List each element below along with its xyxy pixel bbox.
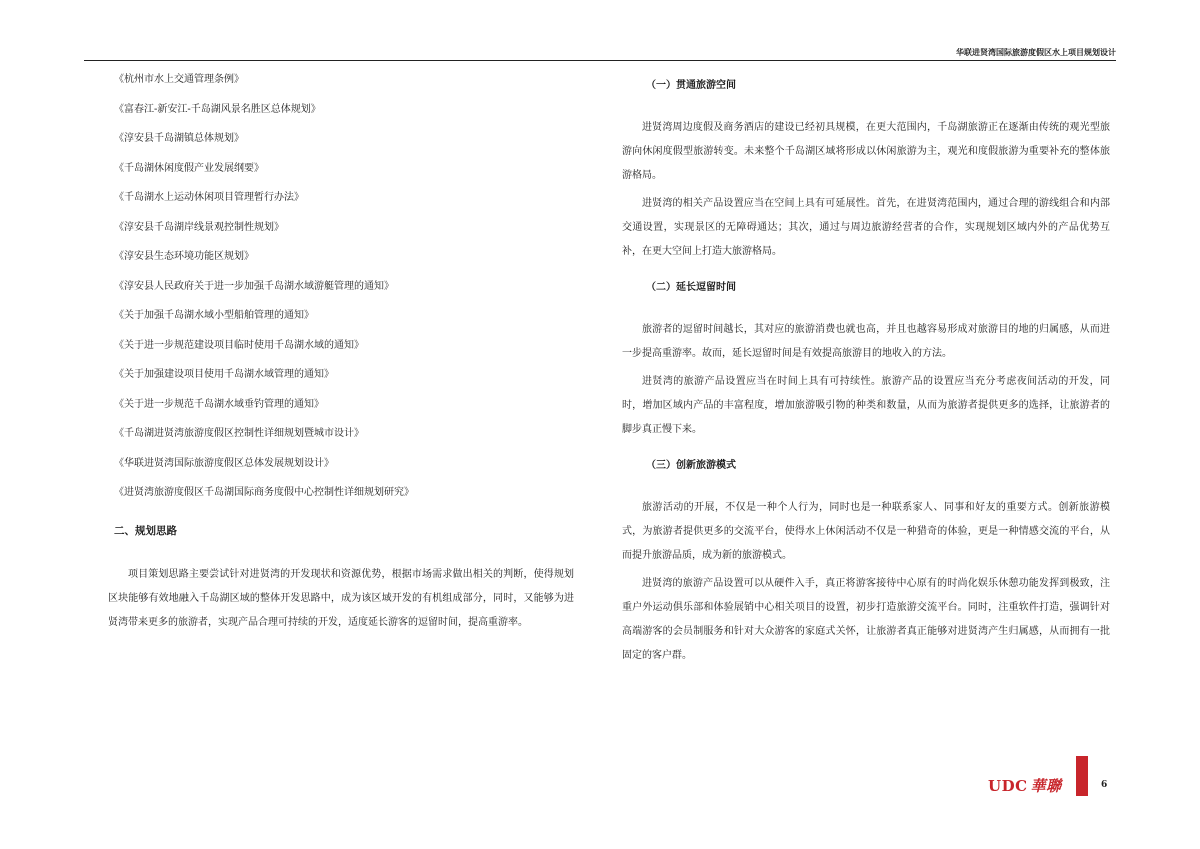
logo-chinese-text: 華聯 — [1030, 777, 1062, 795]
subsection-heading-2: （二）延长逗留时间 — [646, 282, 736, 293]
subsection-1-paragraph-2: 进贤湾的相关产品设置应当在空间上具有可延展性。首先，在进贤湾范围内，通过合理的游线组合和内部交通设置，实现景区的无障碍通达；其次，通过与周边旅游经营者的合作，实现规划区域内外的产品优势互补，在更大空间上打造大旅游格局。 — [622, 198, 1110, 257]
subsection-heading-3: （三）创新旅游模式 — [646, 460, 736, 471]
reference-list — [114, 74, 584, 517]
section-heading-planning-approach: 二、规划思路 — [114, 524, 177, 537]
udc-logo — [988, 775, 1062, 796]
reference-item: 《关于加强千岛湖水域小型船舶管理的通知》 — [114, 310, 314, 321]
reference-item: 《杭州市水上交通管理条例》 — [114, 74, 244, 85]
reference-item: 《关于加强建设项目使用千岛湖水域管理的通知》 — [114, 369, 334, 380]
subsection-2-paragraph-1: 旅游者的逗留时间越长，其对应的旅游消费也就也高，并且也越容易形成对旅游目的地的归属感，从而进一步提高重游率。故而，延长逗留时间是有效提高旅游目的地收入的方法。 — [622, 324, 1110, 359]
reference-item: 《千岛湖水上运动休闲项目管理暂行办法》 — [114, 192, 304, 203]
header-title: 华联进贤湾国际旅游度假区水上项目规划设计 — [956, 47, 1116, 57]
subsection-1-paragraph-1: 进贤湾周边度假及商务酒店的建设已经初具规模，在更大范围内，千岛湖旅游正在逐渐由传统的观光型旅游向休闲度假型旅游转变。未来整个千岛湖区域将形成以休闲旅游为主，观光和度假旅游为重要补充的整体旅游格局。 — [622, 122, 1110, 181]
reference-item: 《进贤湾旅游度假区千岛湖国际商务度假中心控制性详细规划研究》 — [114, 487, 414, 498]
logo-latin-text: UDC — [988, 777, 1028, 795]
subsection-2-paragraph-2: 进贤湾的旅游产品设置应当在时间上具有可持续性。旅游产品的设置应当充分考虑夜间活动的开发，同时，增加区域内产品的丰富程度，增加旅游吸引物的种类和数量，从而为旅游者提供更多的选择，让旅游者的脚步真正慢下来。 — [622, 376, 1110, 435]
reference-item: 《关于进一步规范千岛湖水域垂钓管理的通知》 — [114, 398, 324, 410]
right-column — [622, 80, 1110, 672]
page-number: 6 — [1101, 780, 1108, 790]
reference-item: 《淳安县千岛湖镇总体规划》 — [114, 133, 244, 144]
subsection-3-paragraph-2: 进贤湾的旅游产品设置可以从硬件入手，真正将游客接待中心原有的时尚化娱乐休憩功能发挥到极致，注重户外运动俱乐部和体验展销中心相关项目的设置，初步打造旅游交流平台。同时，注重软件打造，强调针对高端游客的会员制服务和针对大众游客的家庭式关怀，让旅游者真正能够对进贤湾产生归属感，从而拥有一批固定的客户群。 — [622, 578, 1110, 661]
brand-color-bar — [1076, 756, 1088, 796]
planning-approach-paragraph: 项目策划思路主要尝试针对进贤湾的开发现状和资源优势，根据市场需求做出相关的判断，使得规划区块能够有效地融入千岛湖区域的整体开发思路中，成为该区域开发的有机组成部分，同时，又能够为进贤湾带来更多的旅游者，实现产品合理可持续的开发，适度延长游客的逗留时间，提高重游率。 — [108, 568, 574, 628]
reference-item: 《淳安县生态环境功能区规划》 — [114, 251, 254, 262]
reference-item: 《华联进贤湾国际旅游度假区总体发展规划设计》 — [114, 457, 334, 469]
reference-item: 《千岛湖休闲度假产业发展纲要》 — [114, 162, 264, 174]
subsection-3-paragraph-1: 旅游活动的开展，不仅是一种个人行为，同时也是一种联系家人、同事和好友的重要方式。创新旅游模式，为旅游者提供更多的交流平台，使得水上休闲活动不仅是一种猎奇的体验，更是一种情感交流的平台，从而提升旅游品质，成为新的旅游模式。 — [622, 502, 1110, 561]
reference-item: 《富春江-新安江-千岛湖风景名胜区总体规划》 — [114, 103, 321, 115]
left-column — [108, 74, 584, 635]
reference-item: 《千岛湖进贤湾旅游度假区控制性详细规划暨城市设计》 — [114, 428, 364, 439]
subsection-heading-1: （一）贯通旅游空间 — [646, 80, 736, 91]
reference-item: 《关于进一步规范建设项目临时使用千岛湖水域的通知》 — [114, 339, 364, 351]
header-divider — [84, 60, 1116, 61]
reference-item: 《淳安县千岛湖岸线景观控制性规划》 — [114, 221, 284, 233]
reference-item: 《淳安县人民政府关于进一步加强千岛湖水域游艇管理的通知》 — [114, 280, 394, 292]
